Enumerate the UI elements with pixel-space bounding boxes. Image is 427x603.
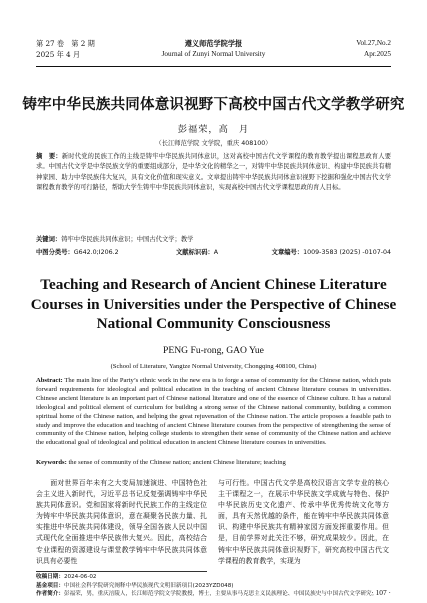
article-title-en: Teaching and Research of Ancient Chinese Literature Courses in Universities under the Perspective of Chinese National Community Consciousness [30, 276, 397, 332]
footnotes [36, 573, 391, 599]
article-number: 文章编号：1009-3583 (2025) -0107-04 [271, 249, 391, 256]
body-column-left: 面对世界百年未有之大变局加速演进、中国特色社会主义进入新时代，习近平总书记反复强调铸牢中华民族共同体意识。党和国家将新时代民族工作的主线定位为铸牢中华民族共同体意识，意在凝聚各民族力量、扎实推进中华民族共同体建设，领导全国各族人民以中国式现代化全面推进中华民族伟大复兴。因此，高校结合专业课程的资源建设与课堂教学铸牢中华民族共同体意识具有必要性 [36, 479, 207, 565]
abstract-cn [36, 152, 391, 194]
header-center [36, 38, 391, 60]
keywords-cn-label: 关键词： [36, 236, 62, 243]
volume-issue-cn: 第 27 卷 第 2 期 [36, 39, 95, 48]
abstract-cn-text: 新时代党的民族工作的主线是铸牢中华民族共同体意识，这对高校中国古代文学课程的教育教学提出课程思政育人要求。中国古代文学是中华民族文学的重要组成部分，是中华文化的精华之一，对铸牢中华民族共同体意识、构建中华民族共有精神家园、助力中华民族伟大复兴，具有文化价值和现实意义。文章提出铸牢中华民族共同体意识视野下挖掘和强化中国古代文学课程教育教学的可行路径，帮助大学生铸牢中华民族共同体意识，实现高校中国古代文学课程思政的育人目标。 [36, 153, 392, 192]
abstract-cn-label: 摘 要： [36, 153, 62, 160]
keywords-cn [36, 234, 391, 243]
keywords-en-text: the sense of community of the Chinese nation; ancient Chinese literature; teaching [68, 459, 286, 466]
received-date: 收稿日期：2024-06-02 [36, 574, 97, 580]
header-rule [36, 66, 391, 67]
keywords-cn-text: 铸牢中华民族共同体意识；中国古代文学；教学 [61, 236, 194, 243]
author-bio: 作者简介：彭福荣，男，重庆涪陵人，长江师范学院文学院教授，博士，主要从事马克思主义民族理论、中国民族史与中国古代文学研究。 [36, 591, 378, 598]
affiliation-cn: （长江师范学院 文学院，重庆 408100） [155, 140, 272, 147]
date-cn: 2025 年 4 月 [36, 50, 81, 59]
authors-en: PENG Fu-rong, GAO Yue [163, 345, 264, 356]
authors-cn: 彭福荣，高 月 [177, 124, 250, 135]
classification-row [36, 247, 391, 257]
abstract-en-label: Abstract: [36, 377, 63, 384]
volume-issue-en: Vol.27,No.2 [356, 39, 391, 47]
document-code: 文献标识码：A [176, 249, 219, 256]
journal-name-cn: 遵义师范学院学报 [184, 39, 243, 48]
page-number: · 107 · [371, 588, 391, 597]
date-en: Apr.2025 [364, 50, 391, 58]
header-right [356, 38, 391, 60]
article-title-cn: 铸牢中华民族共同体意识视野下高校中国古代文学教学研究 [22, 96, 405, 113]
keywords-en [36, 459, 391, 466]
journal-name-en: Journal of Zunyi Normal University [161, 50, 266, 58]
fund-project: 基金项目：中国社会科学院研究阐释中华民族现代文明旧新项目(2023YZD048) [36, 582, 234, 589]
running-header [36, 38, 391, 68]
footnote-rule [36, 571, 207, 572]
abstract-en-text: The main line of the Party’s ethnic work in the new era is to forge a sense of community for the Chinese nation, which puts forward requirements for ideological and political education in the teaching of ancient Chinese literature courses in universities. Chinese ancient literature is an important part of Chinese national literature and one of the essence of Chinese culture. It has a natural ideological and political element of curriculum for building a strong sense of the Chinese national community, building a common spiritual home of the Chinese nation, and helping the great rejuvenation of the Chinese nation. The article proposes a feasible path to study and improve the education and teaching of ancient Chinese literature courses from the perspective of strengthening the sense of community of the Chinese nation, helping college students to strengthen their sense of community of the Chinese nation and achieve the educational goal of ideological and political education in ancient Chinese literature courses in universities. [36, 377, 391, 447]
keywords-en-label: Keywords: [36, 459, 67, 466]
affiliation-en: (School of Literature, Yangtze Normal University, Chongqing 408100, China) [110, 363, 317, 370]
body-column-right: 与可行性。中国古代文学是高校汉语言文学专业的核心主干课程之一，在展示中华民族文学成就与特色、保护中华民族历史文化遗产、传承中华优秀传统文化等方面，具有天然优越的条件，能在铸牢中华民族共同体意识、构建中华民族共有精神家园方面发挥重要作用。但是，目前学界对此关注不够，研究成果较少。因此，在铸牢中华民族共同体意识视野下，研究高校中国古代文学课程的教育教学，实现为 [218, 479, 389, 565]
abstract-en [36, 377, 391, 448]
clc-number: 中图分类号：G642.0;I206.2 [36, 249, 119, 256]
